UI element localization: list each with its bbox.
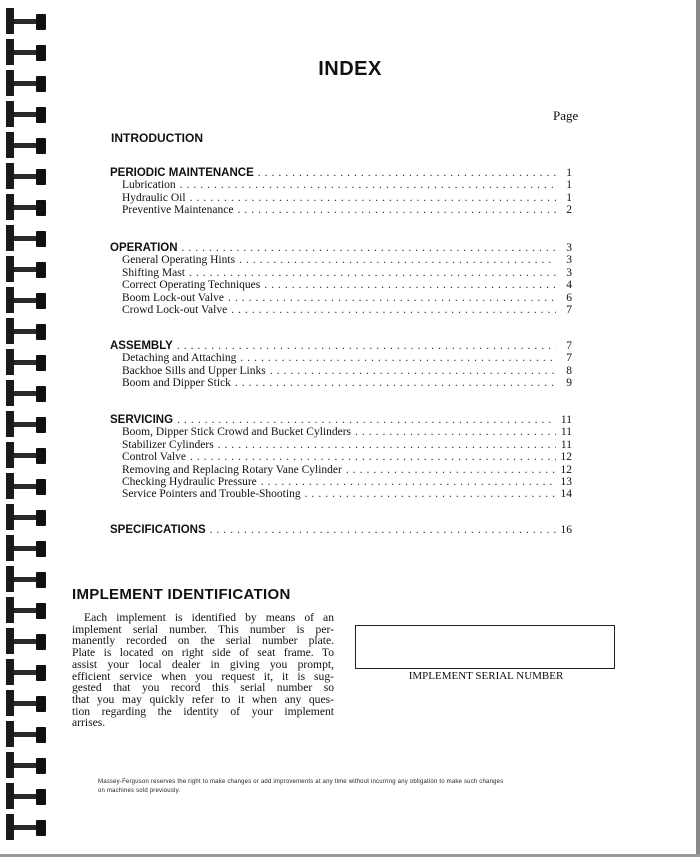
- toc-page-number: 12: [560, 463, 572, 476]
- toc-label: Backhoe Sills and Upper Links: [122, 364, 266, 377]
- binding-ring: [6, 541, 58, 555]
- toc-leader-dots: [210, 524, 556, 536]
- toc-page-number: 7: [566, 304, 572, 316]
- toc-leader-dots: [235, 377, 556, 389]
- toc-page-number: 13: [560, 476, 572, 488]
- toc-leader-dots: [190, 192, 556, 204]
- toc-leader-dots: [180, 179, 556, 191]
- toc-page-number: 8: [566, 364, 572, 377]
- binding-ring: [6, 634, 58, 648]
- paragraph-line: Plate is located on right side of seat frame. To: [72, 646, 334, 660]
- toc-label: Control Valve: [122, 451, 186, 464]
- toc-leader-dots: [305, 488, 556, 500]
- toc-page-number: 14: [560, 488, 572, 501]
- paragraph-line: implement serial number. This number is per-: [72, 622, 334, 636]
- binding-ring: [6, 14, 58, 28]
- toc-section-row: [110, 524, 572, 538]
- binding-ring: [6, 789, 58, 803]
- toc-leader-dots: [182, 242, 556, 254]
- paragraph-line: tion regarding the identity of your implement: [72, 704, 334, 718]
- toc-page-number: 1: [566, 167, 572, 179]
- binding-ring: [6, 479, 58, 493]
- toc-page-number: 12: [560, 451, 572, 464]
- binding-ring: [6, 386, 58, 400]
- toc-label: SPECIFICATIONS: [110, 524, 206, 536]
- toc-leader-dots: [258, 167, 556, 179]
- toc-label: Removing and Replacing Rotary Vane Cylinder: [122, 463, 342, 476]
- toc-label: SERVICING: [110, 414, 174, 426]
- toc-label: Correct Operating Techniques: [122, 279, 261, 292]
- binding-ring: [6, 262, 58, 276]
- toc-item-row: [110, 488, 572, 502]
- toc-label: Detaching and Attaching: [122, 352, 237, 365]
- paragraph-line: Each implement is identified by means of an: [84, 611, 334, 624]
- toc-page-number: 11: [560, 426, 572, 439]
- paragraph-line: arrises.: [72, 716, 106, 730]
- toc-page-number: 6: [566, 291, 572, 304]
- toc-label: Shifting Mast: [122, 266, 185, 279]
- binding-ring: [6, 200, 58, 214]
- toc-leader-dots: [177, 414, 556, 426]
- toc-leader-dots: [228, 292, 556, 304]
- binding-ring: [6, 696, 58, 710]
- toc-item-row: [110, 377, 572, 391]
- binding-ring: [6, 572, 58, 586]
- binding-ring: [6, 324, 58, 338]
- toc-leader-dots: [270, 365, 556, 377]
- toc-leader-dots: [237, 204, 556, 216]
- toc-label: Boom Lock-out Valve: [122, 291, 224, 304]
- toc-label: Boom and Dipper Stick: [122, 377, 231, 390]
- paragraph-line: assist your local dealer in giving you prompt,: [72, 657, 334, 671]
- binding-ring: [6, 665, 58, 679]
- binding-ring: [6, 758, 58, 772]
- binding-ring: [6, 727, 58, 741]
- toc-leader-dots: [355, 426, 556, 438]
- toc-page-number: 1: [566, 179, 572, 192]
- binding-ring: [6, 45, 58, 59]
- toc-label: Lubrication: [122, 179, 176, 192]
- toc-page-number: 3: [566, 266, 572, 279]
- toc-label: Crowd Lock-out Valve: [122, 304, 228, 316]
- toc-leader-dots: [189, 267, 556, 279]
- binding-ring: [6, 107, 58, 121]
- toc-item-row: [110, 204, 572, 218]
- toc-leader-dots: [190, 451, 556, 463]
- toc-page-number: 9: [566, 377, 572, 390]
- toc-leader-dots: [231, 304, 556, 316]
- toc-label: Checking Hydraulic Pressure: [122, 476, 257, 488]
- toc-page-number: 11: [560, 438, 572, 451]
- toc-page-number: 7: [566, 340, 572, 352]
- toc-label: General Operating Hints: [122, 254, 236, 267]
- toc-leader-dots: [177, 340, 556, 352]
- page-edge-right: [696, 0, 700, 857]
- toc-leader-dots: [261, 476, 556, 488]
- toc-leader-dots: [346, 464, 556, 476]
- binding-ring: [6, 138, 58, 152]
- toc-leader-dots: [218, 439, 556, 451]
- paragraph-line: efficient service when you request it, it is sug-: [72, 669, 334, 683]
- toc-item-row: [110, 304, 572, 318]
- binding-ring: [6, 510, 58, 524]
- page-column-header: Page: [553, 108, 579, 123]
- toc-label: Hydraulic Oil: [122, 191, 186, 204]
- toc-leader-dots: [239, 254, 556, 266]
- binding-ring: [6, 603, 58, 617]
- paragraph-line: manently recorded on the serial number plate.: [72, 634, 334, 648]
- toc-label: Preventive Maintenance: [122, 204, 234, 217]
- toc-label: OPERATION: [110, 242, 178, 254]
- footnote-line: Massey-Ferguson reserves the right to make changes or add improvements at any time without incurring any obligation to make such changes: [98, 779, 504, 785]
- toc-leader-dots: [240, 352, 556, 364]
- binding-ring: [6, 417, 58, 431]
- binding-ring: [6, 169, 58, 183]
- toc-page-number: 3: [566, 254, 572, 267]
- binding-ring: [6, 820, 58, 834]
- footnote-line: on machines sold previously.: [98, 788, 181, 794]
- toc-page-number: 7: [566, 352, 572, 365]
- paragraph-line: gested that you record this serial number so: [72, 681, 334, 695]
- binding-ring: [6, 448, 58, 462]
- toc-page-number: 11: [560, 414, 572, 426]
- introduction-heading: INTRODUCTION: [111, 131, 203, 145]
- index-title: INDEX: [318, 58, 382, 80]
- toc-page-number: 16: [560, 524, 572, 536]
- toc-label: Boom, Dipper Stick Crowd and Bucket Cylinders: [122, 426, 352, 439]
- binding-ring: [6, 293, 58, 307]
- toc-label: PERIODIC MAINTENANCE: [110, 167, 254, 179]
- toc-page-number: 3: [566, 242, 572, 254]
- serial-number-label: IMPLEMENT SERIAL NUMBER: [408, 670, 564, 682]
- toc-page-number: 4: [566, 279, 572, 292]
- serial-number-box[interactable]: [355, 625, 615, 669]
- binding-ring: [6, 355, 58, 369]
- binding-ring: [6, 231, 58, 245]
- toc-label: Stabilizer Cylinders: [122, 438, 214, 451]
- toc-label: Service Pointers and Trouble-Shooting: [122, 488, 301, 501]
- implement-identification-heading: IMPLEMENT IDENTIFICATION: [72, 586, 291, 603]
- toc-page-number: 2: [566, 204, 572, 217]
- toc-leader-dots: [264, 279, 556, 291]
- toc-label: ASSEMBLY: [110, 340, 173, 352]
- toc-page-number: 1: [566, 191, 572, 204]
- paragraph-line: that you may quickly refer to it when any ques-: [72, 692, 334, 706]
- spiral-binding: [0, 0, 60, 857]
